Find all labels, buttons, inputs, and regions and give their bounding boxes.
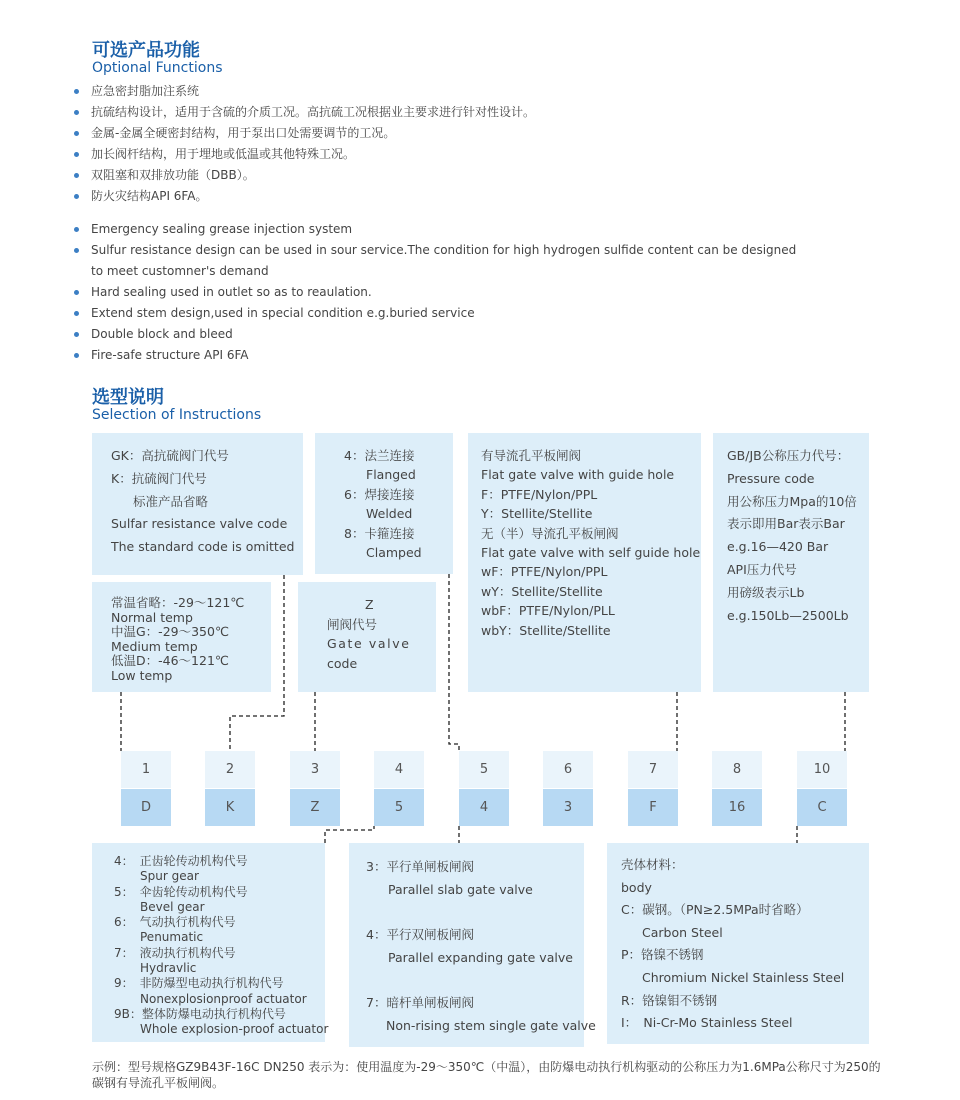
box-line: 7： 液动执行机构代号: [114, 945, 236, 960]
code-number-5: 5: [459, 751, 509, 788]
box-line: GK：高抗硫阀门代号: [111, 448, 229, 463]
box-line: 6： 气动执行机构代号: [114, 915, 236, 930]
code-number-10: 10: [797, 751, 847, 788]
box-line: P：铬镍不锈钢: [621, 947, 704, 963]
box-line: Chromium Nickel Stainless Steel: [642, 969, 845, 985]
list-item: Hard sealing used in outlet so as to reaulation.: [74, 282, 796, 303]
optional-title-en: Optional Functions: [92, 60, 223, 76]
connector-sulfur: [230, 575, 284, 751]
box-line: body: [621, 879, 652, 895]
box-line: Carbon Steel: [642, 924, 723, 940]
box-line: 有导流孔平板闸阀: [481, 448, 582, 463]
optional-title-cn: 可选产品功能: [92, 40, 200, 61]
box-line: Spur gear: [140, 869, 199, 884]
box-actuator: [92, 843, 329, 1042]
box-line: wF：PTFE/Nylon/PPL: [481, 564, 608, 580]
box-line: 表示即用Bar表示Bar: [727, 516, 845, 532]
box-line: 用磅级表示Lb: [727, 584, 805, 600]
list-item: 防火灾结构API 6FA。: [74, 186, 535, 207]
code-letter-7: F: [628, 789, 678, 826]
box-line: Medium temp: [111, 638, 198, 654]
box-line: F：PTFE/Nylon/PPL: [481, 486, 598, 502]
list-item: 金属-金属全硬密封结构，用于泵出口处需要调节的工况。: [74, 123, 535, 144]
list-item-text: Sulfur resistance design can be used in sour service.The condition for high hydrogen sulfide content can be designed: [91, 243, 797, 257]
box-line: wbY：Stellite/Stellite: [481, 622, 611, 638]
box-line: 用公称压力Mpa的10倍: [727, 493, 857, 509]
connector-actuator: [325, 826, 374, 843]
code-number-8: 8: [712, 751, 762, 788]
list-item: Fire-safe structure API 6FA: [74, 345, 796, 366]
code-letter-2: K: [205, 789, 255, 826]
list-item: 双阻塞和双排放功能（DBB）。: [74, 165, 535, 186]
box-line: code: [327, 655, 358, 671]
box-line: Penumatic: [140, 930, 204, 945]
box-line: Hydravlic: [140, 961, 197, 976]
list-item: Double block and bleed: [74, 324, 796, 345]
box-line: 4：平行双闸板闸阀: [366, 926, 474, 942]
box-line: Welded: [366, 506, 413, 522]
box-line: 3：平行单闸板闸阀: [366, 859, 474, 874]
box-line: Nonexplosionproof actuator: [140, 991, 307, 1006]
box-line: 壳体材料：: [621, 857, 684, 872]
box-line: 9B：整体防爆电动执行机构代号: [114, 1006, 286, 1021]
box-line: 5： 伞齿轮传动机构代号: [114, 884, 248, 899]
list-item: Extend stem design,used in special condition e.g.buried service: [74, 303, 796, 324]
box-line: Flat gate valve with self guide hole: [481, 545, 701, 561]
box-line: 4： 正齿轮传动机构代号: [114, 854, 248, 868]
box-line: Clamped: [366, 545, 422, 561]
box-body-material: [607, 843, 869, 1044]
code-number-1: 1: [121, 751, 171, 788]
box-line: Parallel slab gate valve: [388, 881, 533, 897]
box-line: 8：卡箍连接: [344, 525, 415, 541]
code-letter-3: Z: [290, 789, 340, 826]
box-line: Sulfar resistance valve code: [111, 516, 288, 532]
selection-title-cn: 选型说明: [92, 387, 164, 408]
code-letter-9: 16: [712, 789, 762, 826]
list-item-continuation: to meet customner's demand: [91, 264, 269, 278]
box-line: wbF：PTFE/Nylon/PLL: [481, 603, 615, 619]
code-letter-6: 3: [543, 789, 593, 826]
box-line: Normal temp: [111, 609, 193, 625]
box-line: 标准产品省略: [133, 493, 209, 509]
box-line: Bevel gear: [140, 899, 205, 914]
code-letter-4: 5: [374, 789, 424, 826]
box-line: Flat gate valve with guide hole: [481, 467, 675, 483]
box-line: 9： 非防爆型电动执行机构代号: [114, 976, 284, 991]
box-line: Gate valve: [327, 636, 411, 651]
list-item: 加长阀杆结构，用于埋地或低温或其他特殊工况。: [74, 144, 535, 165]
code-number-2: 2: [205, 751, 255, 788]
box-line: e.g.16—420 Bar: [727, 539, 829, 555]
code-number-4: 4: [374, 751, 424, 788]
box-line: Z: [365, 597, 374, 612]
connector-connection: [449, 574, 459, 751]
box-line: K：抗硫阀门代号: [111, 470, 207, 486]
box-line: Whole explosion-proof actuator: [140, 1022, 329, 1037]
box-line: 4：法兰连接: [344, 448, 415, 463]
box-line: R：铬镍钼不锈钢: [621, 992, 718, 1008]
list-item: 应急密封脂加注系统: [74, 81, 535, 102]
code-number-3: 3: [290, 751, 340, 788]
list-item: 抗硫结构设计，适用于含硫的介质工况。高抗硫工况根据业主要求进行针对性设计。: [74, 102, 535, 123]
code-number-7: 7: [628, 751, 678, 788]
box-line: C：碳钢。（PN≥2.5MPa时省略）: [621, 902, 809, 918]
code-letter-1: D: [121, 789, 171, 826]
box-line: 常温省略：-29～121℃: [111, 595, 245, 610]
box-line: 6：焊接连接: [344, 486, 415, 502]
list-item: Emergency sealing grease injection system: [74, 219, 796, 240]
box-line: I： Ni-Cr-Mo Stainless Steel: [621, 1015, 793, 1031]
selection-title-en: Selection of Instructions: [92, 407, 262, 423]
box-line: Pressure code: [727, 470, 815, 486]
box-line: 7：暗杆单闸板闸阀: [366, 994, 474, 1010]
box-line: wY：Stellite/Stellite: [481, 583, 603, 599]
box-line: Parallel expanding gate valve: [388, 949, 573, 965]
box-structure: [349, 843, 596, 1047]
box-line: API压力代号: [727, 561, 797, 577]
box-line: 中温G：-29～350℃: [111, 624, 229, 640]
box-line: Flanged: [366, 467, 416, 483]
box-line: 无（半）导流孔平板闸阀: [481, 525, 619, 541]
box-line: Y：Stellite/Stellite: [481, 506, 593, 522]
code-letter-5: 4: [459, 789, 509, 826]
box-line: Low temp: [111, 667, 173, 683]
example-text: 示例：型号规格GZ9B43F-16C DN250 表示为：使用温度为-29～350℃（中温），由防爆电动执行机构驱动的公称压力为1.6MPa公称尺寸为250的碳钢有导流孔平板闸阀。: [92, 1060, 881, 1090]
box-line: Non-rising stem single gate valve: [386, 1017, 596, 1033]
box-line: The standard code is omitted: [111, 539, 295, 555]
code-letter-10: C: [797, 789, 847, 826]
box-line: GB/JB公称压力代号：: [727, 448, 850, 463]
box-line: 低温D：-46～121℃: [111, 653, 229, 669]
code-number-6: 6: [543, 751, 593, 788]
box-line: e.g.150Lb—2500Lb: [727, 607, 849, 623]
box-line: 闸阀代号: [327, 616, 378, 632]
